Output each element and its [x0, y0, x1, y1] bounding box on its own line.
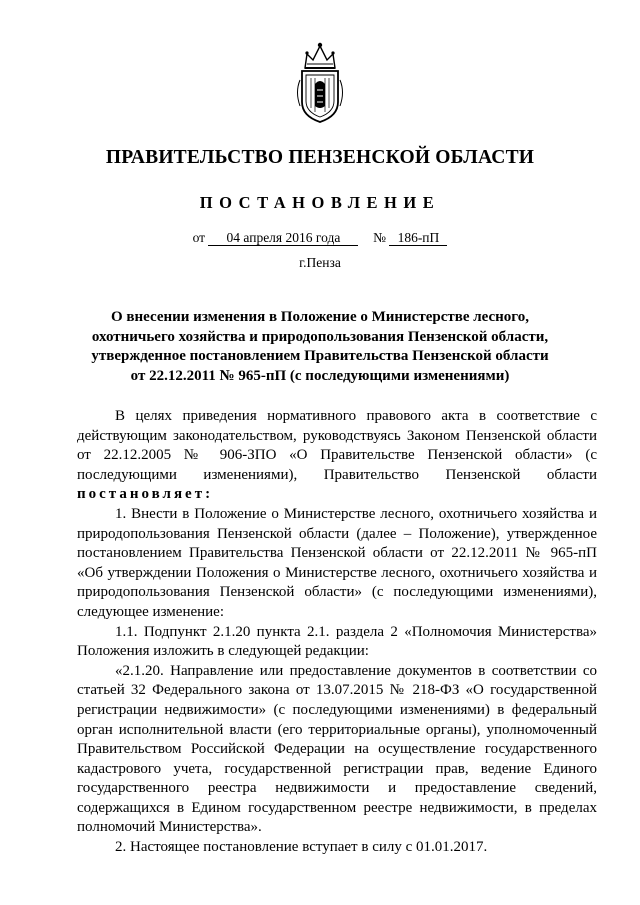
document-number: 186-пП	[389, 230, 447, 246]
decree-word: постановляет:	[77, 486, 214, 503]
document-date: 04 апреля 2016 года	[208, 230, 358, 246]
organization-title: ПРАВИТЕЛЬСТВО ПЕНЗЕНСКОЙ ОБЛАСТИ	[105, 147, 535, 168]
heading-line: охотничьего хозяйства и природопользования Пензенской области,	[91, 328, 549, 345]
paragraph-preamble	[77, 407, 597, 505]
paragraph-item-2: 2. Настоящее постановление вступает в силу с 01.01.2017.	[115, 839, 488, 856]
heading-line: О внесении изменения в Положение о Министерстве лесного,	[111, 309, 529, 325]
preamble-text: В целях приведения нормативного правового акта в соответствие с действующим законодательством, руководствуясь Законом Пензенской области от 22.12.2005 № 906-ЗПО «О Правительстве Пензенской области» (с последующими изменениями), Правительство Пензенской области	[77, 408, 597, 483]
date-prefix: от	[192, 230, 206, 245]
number-prefix: №	[373, 230, 387, 245]
document-city: г.Пенза	[299, 255, 341, 270]
document-heading	[60, 308, 580, 386]
date-number-line	[0, 230, 640, 246]
paragraph-item-1: 1. Внести в Положение о Министерстве лесного, охотничьего хозяйства и природопользования Пензенской области (далее – Положение), утвержденное постановлением Правительства Пензенской области от 22.12.2011 № 965-пП «Об утверждении Положения о Министерстве лесного, охотничьего хозяйства и природопользования Пензенской области» (с последующими изменениями), следующее изменение:	[77, 505, 597, 620]
heading-line: утвержденное постановлением Правительства Пензенской области	[91, 348, 549, 364]
heading-line: от 22.12.2011 № 965-пП (с последующими изменениями)	[130, 367, 510, 384]
document-type: ПОСТАНОВЛЕНИЕ	[199, 193, 441, 212]
paragraph-item-1-1: 1.1. Подпункт 2.1.20 пункта 2.1. раздела 2 «Полномочия Министерства» Положения изложить в следующей редакции:	[77, 623, 597, 660]
paragraph-new-text: «2.1.20. Направление или предоставление документов в соответствии со статьей 32 Федерального закона от 13.07.2015 № 218-ФЗ «О государственной регистрации недвижимости» (с последующими изменениями) в федеральный орган исполнительной власти (его территориальные органы), уполномоченный Правительством Российской Федерации на осуществление государственного кадастрового учета, государственной регистрации прав, ведение Единого государственного реестра недвижимости и предоставление сведений, содержащихся в Едином государственном реестре недвижимости, в пределах полномочий Министерства».	[77, 662, 597, 836]
penza-coat-of-arms-icon	[291, 40, 349, 126]
document-body	[77, 407, 597, 858]
